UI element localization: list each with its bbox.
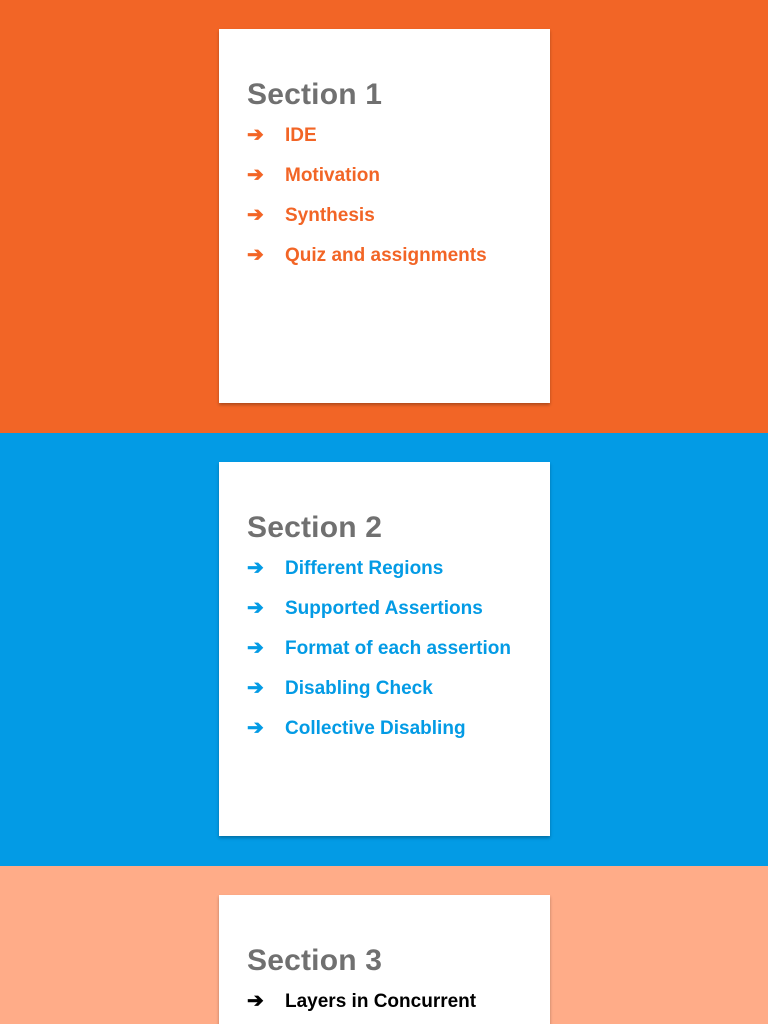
- section-title: Section 3: [247, 944, 383, 977]
- list-item-label: Format of each assertion: [285, 638, 511, 659]
- section-title: Section 1: [247, 78, 383, 111]
- arrow-right-icon: ➔: [247, 244, 264, 266]
- list-item-label: Motivation: [285, 165, 380, 186]
- list-item: [247, 634, 530, 663]
- list-item-label: Disabling Check: [285, 678, 433, 699]
- list-item: [247, 201, 530, 230]
- list-item-label: Quiz and assignments: [285, 245, 487, 266]
- list-item: [247, 121, 530, 150]
- arrow-right-icon: ➔: [247, 124, 264, 146]
- arrow-right-icon: ➔: [247, 164, 264, 186]
- topic-list: [247, 554, 530, 743]
- list-item-label: Synthesis: [285, 205, 375, 226]
- list-item: [247, 987, 530, 1016]
- list-item-label: Layers in Concurrent: [285, 991, 477, 1012]
- section-1-band: [0, 0, 768, 433]
- section-2-band: [0, 433, 768, 866]
- list-item: [247, 554, 530, 583]
- arrow-right-icon: ➔: [247, 677, 264, 699]
- arrow-right-icon: ➔: [247, 204, 264, 226]
- arrow-right-icon: ➔: [247, 557, 264, 579]
- arrow-right-icon: ➔: [247, 990, 264, 1012]
- topic-list: [247, 121, 530, 270]
- list-item: [247, 714, 530, 743]
- list-item: [247, 674, 530, 703]
- section-3-card: [219, 895, 550, 1024]
- section-3-band: [0, 866, 768, 1024]
- list-item-label: Supported Assertions: [285, 598, 483, 619]
- section-1-card: [219, 29, 550, 403]
- list-item: [247, 161, 530, 190]
- arrow-right-icon: ➔: [247, 717, 264, 739]
- section-title: Section 2: [247, 511, 383, 544]
- arrow-right-icon: ➔: [247, 597, 264, 619]
- list-item: [247, 241, 530, 270]
- topic-list: [247, 987, 530, 1016]
- list-item-label: Different Regions: [285, 558, 444, 579]
- section-2-card: [219, 462, 550, 836]
- list-item-label: IDE: [285, 125, 317, 146]
- arrow-right-icon: ➔: [247, 637, 264, 659]
- list-item-label: Collective Disabling: [285, 718, 466, 739]
- list-item: [247, 594, 530, 623]
